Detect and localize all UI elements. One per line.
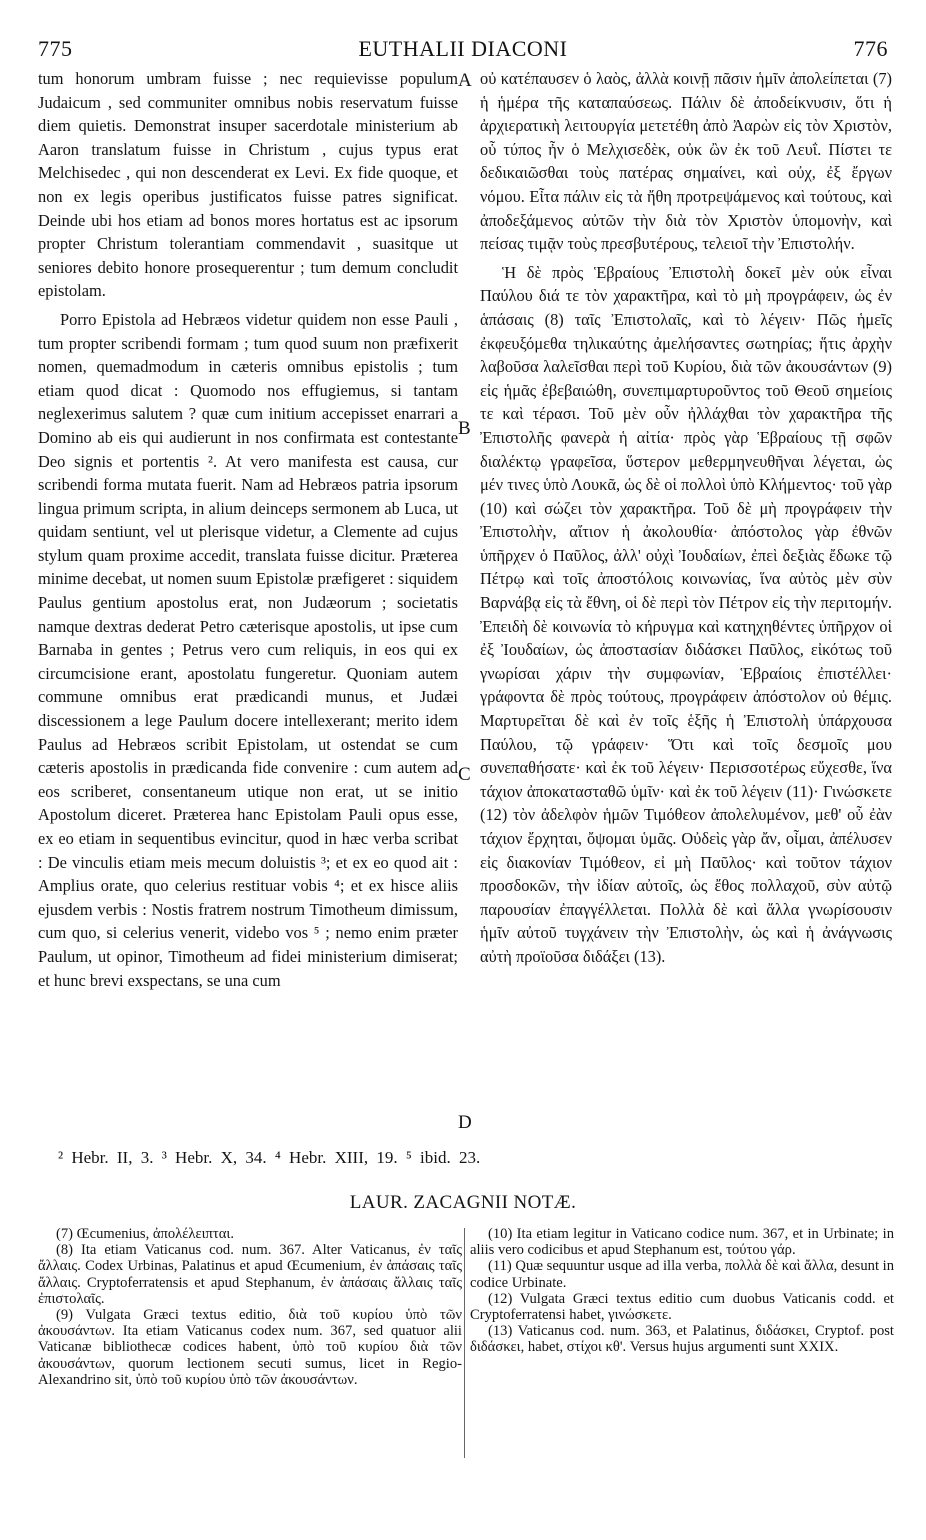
latin-paragraph-1: tum honorum umbram fuisse ; nec requievisse populum Judaicum , sed communiter omnibus nobis reservatum fuisse diem quietis. Demonstrat insuper sacerdotale ministerium ab Aaron translatum fuisse in Christum , cujus typus erat Melchisedec , qui non descenderat ex Levi. Ex fide quoque, et non ex legis operibus justificatos fuisse patres significat. Deinde ubi hos etiam ad bonos mores hortatus est ac ipsorum propter Christum tolerantiam commendavit , suasitque ut seniores debito honore prosequerentur ; tum demum concludit epistolam.: [38, 69, 458, 301]
greek-paragraph-2: Ἡ δὲ πρὸς Ἑβραίους Ἐπιστολὴ δοκεῖ μὲν οὐκ εἶναι Παύλου διά τε τὸν χαρακτῆρα, καὶ τὸ μὴ προγράφειν, ὡς ἐν ἁπάσαις (8) ταῖς Ἐπιστολαῖς, καὶ τὸ λέγειν· Πῶς ἡμεῖς ἐκφευξόμεθα τηλικαύτης ἀμελήσαντες σωτηρίας; ἥτις ἀρχὴν λαβοῦσα λαλεῖσθαι περὶ τοῦ Κυρίου, διὰ τῶν ἀκουσάντων (9) εἰς ἡμᾶς ἐβεβαιώθη, συνεπιμαρτυροῦντος τοῦ Θεοῦ σημείοις τε καὶ τέρασι. Τοῦ μὲν οὖν ἠλλάχθαι τὸν χαρακτῆρα τῆς Ἐπιστολῆς φανερὰ ἡ αἰτία· πρὸς γὰρ Ἑβραίους τῇ σφῶν διαλέκτῳ γραφεῖσα, ὕστερον μεθερμηνευθῆναι λέγεται, ὡς μέν τινες ὑπὸ Λουκᾶ, ὡς δὲ οἱ πολλοὶ ὑπὸ Κλήμεντος· τοῦ γὰρ (10) καὶ σώζει τὸν χαρακτῆρα. Τοῦ δὲ μὴ προγράφειν τὴν Ἐπιστολὴν, αἴτιον ἡ ἀκολουθία· ἀπόστολος γὰρ ἐθνῶν ὑπῆρχεν ὁ Παῦλος, ἀλλ' οὐχὶ Ἰουδαίων, ἐπεὶ δεξιὰς ἔδωκε τῷ Πέτρῳ καὶ τοῖς ἀποστόλοις κοινωνίας, ἵνα αὐτὸς μὲν σὺν Βαρνάβᾳ εἰς τὰ ἔθνη, οἱ δὲ περὶ τὸν Πέτρον εἰς τὴν περιτομήν. Ἐπειδὴ δὲ κοινωνία τὸ κήρυγμα καὶ κατηχηθέντες ὑπῆρχον οἱ ἐξ Ἰουδαίων, ὡς ἀποστασίαν διδάσκει Παῦλος, εἰκότως τοῦ γνωρίσαι χάριν τὴν συμφωνίαν, Ἑβραίοις ἐπιστέλλει· γράφοντα δὲ πρὸς τούτους, προγράφειν ἀπόστολον οὐ θέμις. Μαρτυρεῖται δὲ καὶ ἐν τοῖς ἑξῆς ἡ Ἐπιστολὴ ὑπάρχουσα Παύλου, τῷ γράφειν· Ὅτι καὶ τοῖς δεσμοῖς μου συνεπαθήσατε· καὶ ἐκ τοῦ λέγειν· Περισσοτέρως εὔχεσθε, ἵνα τάχιον ἀποκατασταθῶ ὑμῖν· καὶ ἐκ τοῦ λέγειν (11)· Γινώσκετε (12) τὸν ἀδελφὸν ἡμῶν Τιμόθεον ἀπολελυμένον, μεθ' οὗ ἐὰν τάχιον ἔρχηται, ὄψομαι ὑμᾶς. Οὐδεὶς γὰρ ἄν, οἶμαι, ἀπέλυσεν εἰς διακονίαν Τιμόθεον, εἰ μὴ Παῦλος· καὶ τοῦτον τάχιον προσδοκῶν, τὴν ἰδίαν αὐτοῖς, ὡς ἔθος πολλαχοῦ, σὺν αὐτῷ παρουσίαν ἐπαγγέλλεται. Πολλὰ δὲ καὶ ἄλλα γνωρίσουσιν ἡμῖν αὐτοῦ τυγχάνειν τὴν Ἐπιστολὴν, ὡς καὶ ἡ ἀνάγνωσις αὐτὴ προϊοῦσα διδάξει (13).: [480, 262, 892, 966]
notes-heading: LAUR. ZACAGNII NOTÆ.: [349, 1192, 577, 1213]
margin-letter-d: D: [458, 1112, 472, 1133]
latin-column: [38, 67, 458, 992]
note-item: (7) Œcumenius, ἀπολέλειπται.: [56, 1226, 234, 1242]
notes-column-divider: [464, 1228, 465, 1458]
notes-left-column: [38, 1226, 462, 1388]
note-item: (10) Ita etiam legitur in Vaticano codice num. 367, et in Urbinate; in aliis vero codicibus et apud Stephanum est, τούτου γάρ.: [470, 1226, 894, 1259]
note-item: (11) Quæ sequuntur usque ad illa verba, πολλὰ δὲ καὶ ἄλλα, desunt in codice Urbinate.: [470, 1258, 895, 1291]
greek-paragraph-1: οὐ κατέπαυσεν ὁ λαὸς, ἀλλὰ κοινῇ πᾶσιν ἡμῖν ἀπολείπεται (7) ἡ ἡμέρα τῆς καταπαύσεως. Πάλιν δὲ ἀποδείκνυσιν, ὅτι ἡ ἀρχιερατικὴ λειτουργία μετετέθη ἀπὸ Ἀαρὼν εἰς τὸν Χριστὸν, οὗ τύπος ἦν ὁ Μελχισεδὲκ, οὐκ ὢν ἐκ τοῦ Λευΐ. Πίστει τε δεδικαιῶσθαι τοὺς πατέρας σημαίνει, καὶ οὐχ, ἐξ ἔργων νόμου. Εἶτα πάλιν εἰς τὰ ἤθη προτρεψάμενος καὶ τούτους, καὶ ἀποδεξάμενος αὐτῶν τὴν διὰ τὸν Χριστὸν ὑπομονὴν, καὶ πείσας τιμᾷν τοὺς πρεσβυτέρους, τελειοῖ τὴν Ἐπιστολήν.: [480, 69, 892, 254]
note-item: (12) Vulgata Græci textus editio cum duobus Vaticanis codd. et Cryptoferratensi habet, γινώσκετε.: [470, 1290, 894, 1324]
page-number-right: 776: [853, 36, 888, 61]
page-number-left: 775: [38, 36, 73, 61]
scripture-footnotes: ² Hebr. II, 3. ³ Hebr. X, 34. ⁴ Hebr. XIII, 19. ⁵ ibid. 23.: [58, 1148, 481, 1167]
note-item: (8) Ita etiam Vaticanus cod. num. 367. Alter Vaticanus, ἐν ταῖς ἄλλαις. Codex Urbinas, Palatinus et apud Œcumenium, ἐν ἁπάσαις ταῖς ἄλλαις. Cryptoferratensis et apud Stephanum, ἐν ἁπάσαις ἄλλαις ταῖς ἐπιστολαῖς.: [38, 1242, 462, 1307]
margin-letter-a: A: [458, 70, 472, 91]
latin-paragraph-2: Porro Epistola ad Hebræos videtur quidem non esse Pauli , tum propter scribendi formam ; tum quod suum non præfixerit nomen, quemadmodum in cæteris omnibus epistolis ; tum etiam quod dicat : Quomodo nos effugiemus, si tantam neglexerimus salutem ? quæ cum initium accepisset enarrari a Domino ab eis qui audierunt in nos confirmata est contestante Deo signis et portentis ². At vero manifesta est causa, cur scribendi forma mutata fuerit. Nam ad Hebræos patria ipsorum lingua primum scripta, in alium deinceps sermonem ab Luca, ut quidam sentiunt, vel ut plerisque videtur, a Clemente ad cujus stylum quam proxime accedit, translata fuisse dicitur. Præterea minime decebat, ut nomen suum Epistolæ præfigeret : siquidem Paulus gentium apostolus erat, non Judæorum ; societatis namque dextras dederat Petro cæterisque apostolis, ut ipse cum Barnaba in gentes ; Petrus vero cum reliquis, in eos qui ex circumcisione erant, apostolatu fungeretur. Quoniam autem commune omnibus erat prædicandi munus, et Judæi discessionem a lege Paulum docere intellexerant; merito idem Paulus ad Hebræos scribit Epistolam, ut ostendat se cum cæteris apostolis in prædicanda fide convenire : cum autem ad eos scriberet, consentaneum utique non erat, ut se initio Apostolum diceret. Præterea hanc Epistolam Pauli opus esse, ex eo etiam in sequentibus evincitur, quod in hæc verba scribat : De vinculis etiam meis mecum doluistis ³; et ex eo quod ait : Amplius orate, quo celerius restituar vobis ⁴; et ex hisce aliis ejusdem verbis : Nostis fratrem nostrum Timotheum dimissum, cum quo, si celerius venerit, videbo vos ⁵ ; nemo enim præter Paulum, ut opinor, Timotheum ad fidei ministerium dimiserat; et hunc brevi exspectans, se una cum: [38, 309, 458, 990]
running-title: EUTHALII DIACONI: [358, 36, 568, 61]
margin-letter-c: C: [458, 764, 471, 785]
note-item: (13) Vaticanus cod. num. 363, et Palatinus, διδάσκει, Cryptof. post διδάσκει, habet, στίχοι κθ'. Versus hujus argumenti sunt XXIX.: [470, 1323, 894, 1356]
note-item: (9) Vulgata Græci textus editio, διὰ τοῦ κυρίου ὑπὸ τῶν ἀκουσάντων. Ita etiam Vaticanus codex num. 367, sed quatuor alii Vaticanæ bibliothecæ codices habent, ὑπὸ τοῦ κυρίου διὰ τῶν ἀκουσάντων, quorum lectionem secuti sumus, licet in Regio-Alexandrino sit, ὑπὸ τοῦ κυρίου ὑπὸ τῶν ἀκουσάντων.: [38, 1307, 462, 1388]
margin-letter-b: B: [458, 418, 471, 439]
greek-column: [480, 67, 892, 969]
notes-right-column: [470, 1226, 894, 1356]
